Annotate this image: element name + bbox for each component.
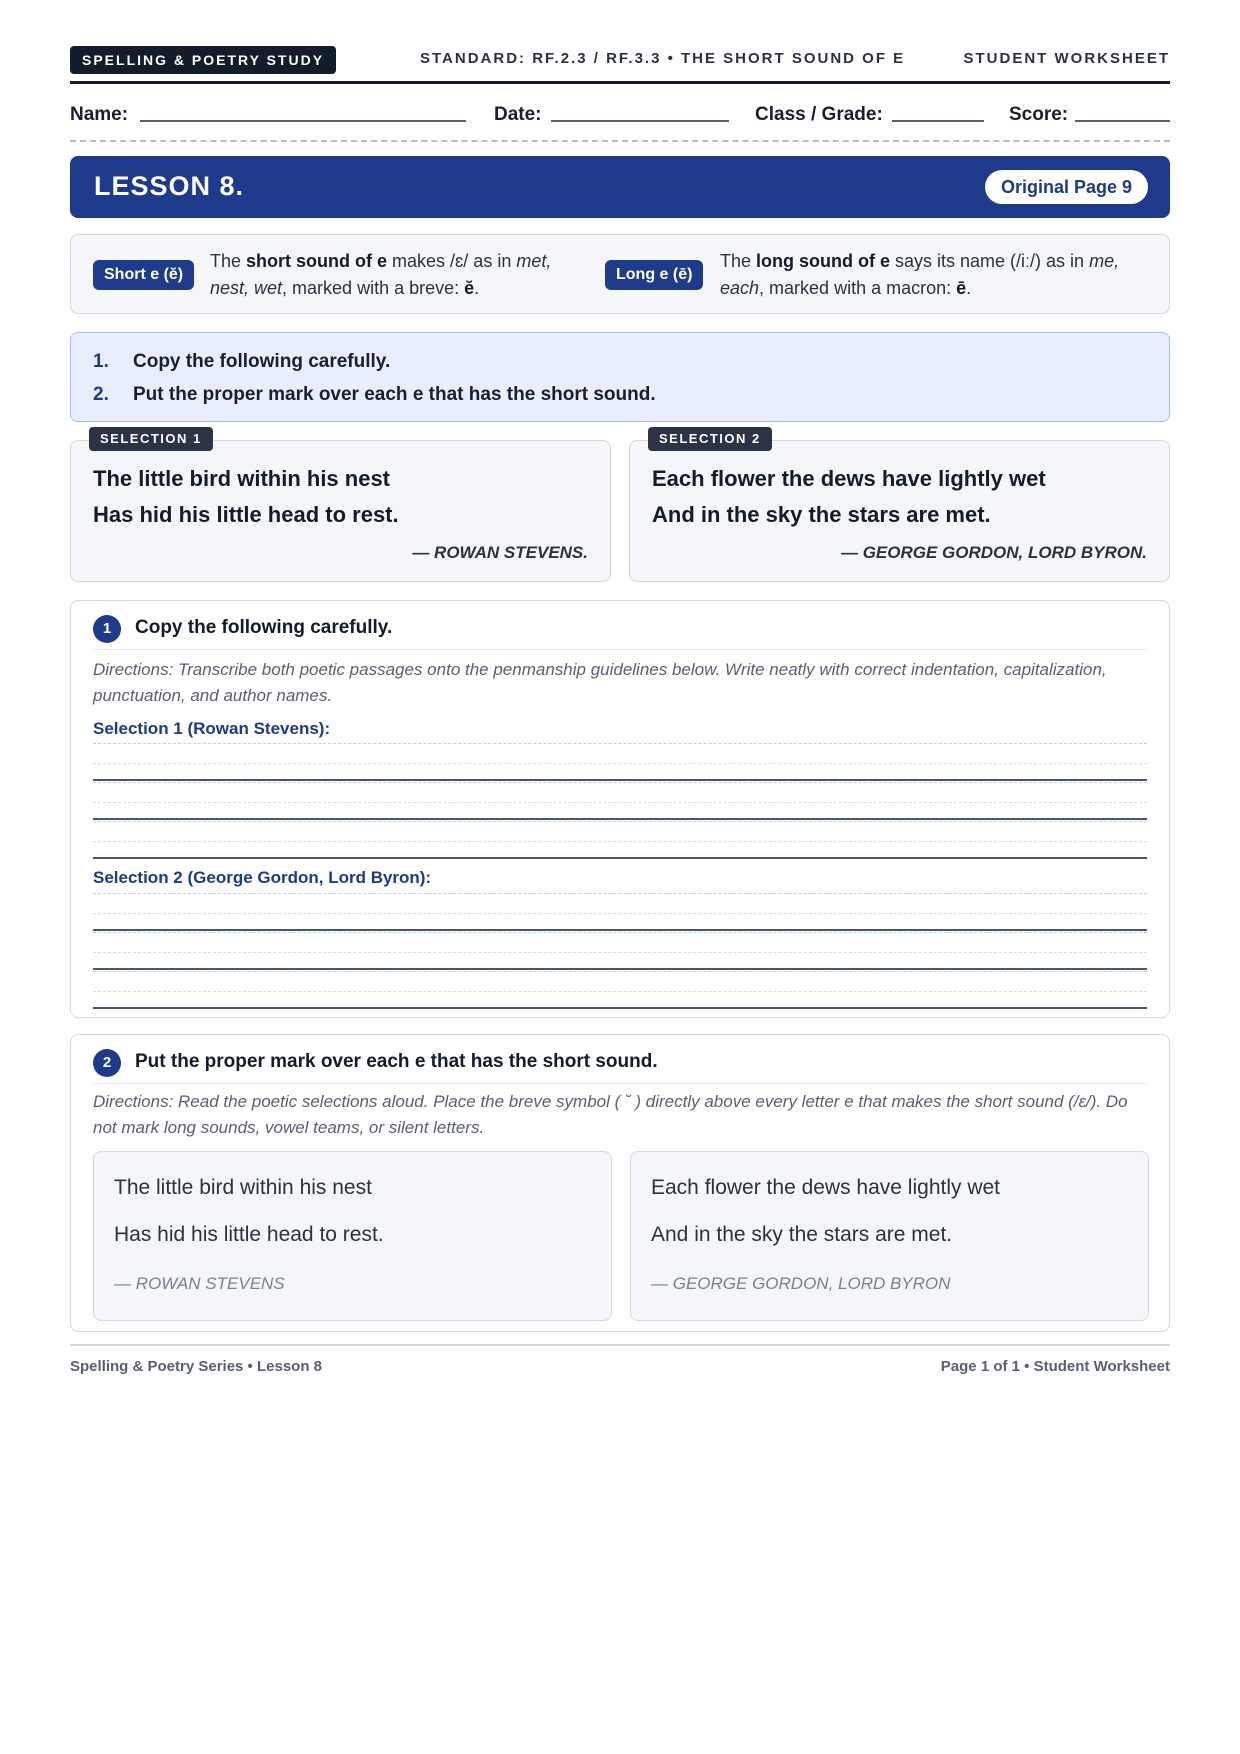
writing-guideline[interactable] <box>93 893 1147 931</box>
name-label: Name: <box>70 104 129 125</box>
class-grade-field[interactable] <box>892 120 984 122</box>
standard-label: STANDARD: RF.2.3 / RF.3.3 • THE SHORT SOUND OF E <box>420 50 906 67</box>
poem-line[interactable]: Each flower the dews have lightly wet <box>651 1176 1001 1199</box>
selection-tag: SELECTION 1 <box>89 427 213 451</box>
name-field[interactable] <box>140 120 466 122</box>
poem-author: — ROWAN STEVENS <box>114 1274 285 1293</box>
section-directions: Directions: Transcribe both poetic passages onto the penmanship guidelines below. Write neatly with correct indentation, capitalization, punctuation, and author names. <box>93 660 1107 705</box>
score-label: Score: <box>1009 104 1069 125</box>
poem-author: — GEORGE GORDON, LORD BYRON <box>651 1274 951 1293</box>
original-page-badge: Original Page 9 <box>985 170 1148 204</box>
footer-series: Spelling & Poetry Series • Lesson 8 <box>70 1358 323 1375</box>
footer-page-number: Page 1 of 1 • Student Worksheet <box>940 1358 1170 1375</box>
section-title: Put the proper mark over each e that has the short sound. <box>135 1051 658 1072</box>
reading-card-2 <box>630 1151 1149 1321</box>
instruction-item: 2. Put the proper mark over each e that has the short sound. <box>93 384 656 405</box>
section-divider <box>93 1083 1147 1084</box>
writing-guideline[interactable] <box>93 932 1147 970</box>
lesson-title: LESSON 8. <box>94 171 245 201</box>
header-bar <box>70 46 1170 84</box>
poem-line[interactable]: And in the sky the stars are met. <box>651 1223 953 1246</box>
date-field[interactable] <box>551 120 729 122</box>
footer-divider <box>70 1344 1170 1346</box>
writing-guideline[interactable] <box>93 971 1147 1009</box>
section-divider <box>93 649 1147 650</box>
writing-guideline[interactable] <box>93 821 1147 859</box>
poem-line: Each flower the dews have lightly wet <box>652 466 1046 491</box>
poem-author: — GEORGE GORDON, LORD BYRON. <box>840 543 1147 562</box>
info-divider <box>70 140 1170 142</box>
writing-guideline[interactable] <box>93 743 1147 781</box>
section-number: 2 <box>93 1049 121 1077</box>
short-e-description: The short sound of e makes /ɛ/ as in met, nest, wet, marked with a breve: ĕ. <box>210 251 552 298</box>
reading-card-1 <box>93 1151 612 1321</box>
short-e-chip: Short e (ĕ) <box>93 260 194 290</box>
sound-reference-box <box>70 234 1170 314</box>
poem-line: The little bird within his nest <box>93 466 391 491</box>
lesson-banner <box>70 156 1170 218</box>
poem-line[interactable]: Has hid his little head to rest. <box>114 1223 384 1246</box>
mark-short-e-section <box>70 1034 1170 1332</box>
date-label: Date: <box>494 104 542 125</box>
score-field[interactable] <box>1075 120 1170 122</box>
selection-card-2 <box>629 431 1170 582</box>
poem-line: Has hid his little head to rest. <box>93 502 399 527</box>
student-info-row <box>70 104 1170 134</box>
writing-guideline[interactable] <box>93 782 1147 820</box>
poem-line[interactable]: The little bird within his nest <box>114 1176 372 1199</box>
instructions-box <box>70 332 1170 422</box>
brand-badge: SPELLING & POETRY STUDY <box>70 46 336 74</box>
section-number: 1 <box>93 615 121 643</box>
section-directions: Directions: Read the poetic selections aloud. Place the breve symbol ( ˘ ) directly above every letter e that makes the short sound (/ɛ/). Do not mark long sounds, vowel teams, or silent letters. <box>93 1092 1128 1137</box>
long-e-chip: Long e (ē) <box>605 260 703 290</box>
selection-2-writing-label: Selection 2 (George Gordon, Lord Byron): <box>93 868 432 887</box>
copy-section <box>70 600 1170 1018</box>
instruction-item: 1. Copy the following carefully. <box>93 351 391 372</box>
selection-tag: SELECTION 2 <box>648 427 772 451</box>
long-e-description: The long sound of e says its name (/iː/) as in me, each, marked with a macron: ē. <box>720 251 1120 298</box>
poem-line: And in the sky the stars are met. <box>652 502 991 527</box>
poem-author: — ROWAN STEVENS. <box>412 543 588 562</box>
section-title: Copy the following carefully. <box>135 617 393 638</box>
selection-card-1 <box>70 431 611 582</box>
document-type-label: STUDENT WORKSHEET <box>963 50 1170 67</box>
class-grade-label: Class / Grade: <box>755 104 883 125</box>
selection-1-writing-label: Selection 1 (Rowan Stevens): <box>93 719 331 738</box>
worksheet-page <box>70 0 1170 1754</box>
